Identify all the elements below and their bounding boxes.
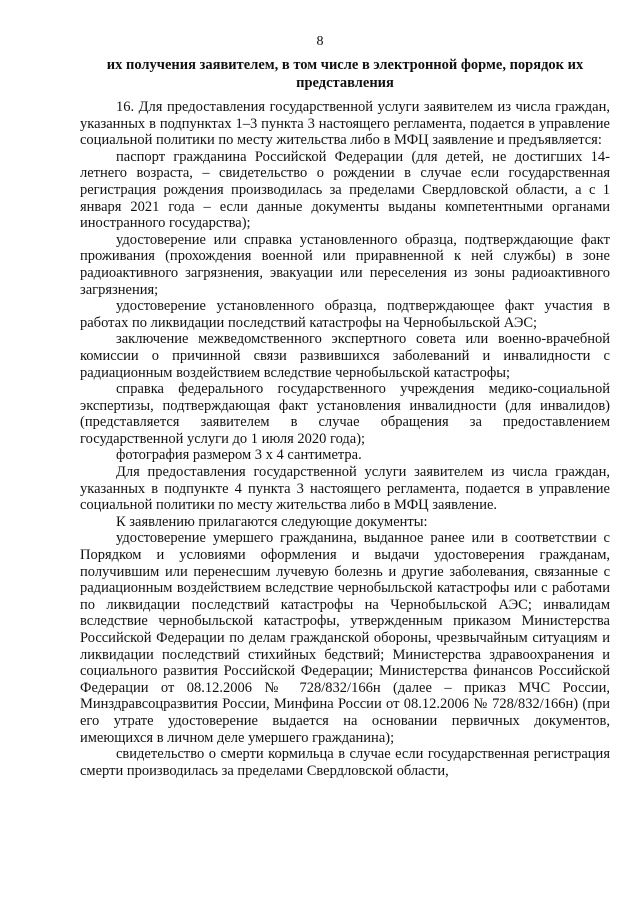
paragraph-subpoint-4: Для предоставления государственной услуги заявителем из числа граждан, указанных в подпункте 4 пункта 3 настоящего регламента, подается в управление социальной политики по месту жительства либо в МФЦ заявление.: [80, 464, 610, 514]
paragraph-death-certificate: свидетельство о смерти кормильца в случае если государственная регистрация смерти производилась за пределами Свердловской области,: [80, 746, 610, 779]
paragraph-disability-certificate: справка федерального государственного учреждения медико-социальной экспертизы, подтверждающая факт установления инвалидности (для инвалидов) (представляется заявителем в случае обращения за предоставлением государственной услуги до 1 июля 2020 года);: [80, 381, 610, 447]
paragraph-residence-certificate: удостоверение или справка установленного образца, подтверждающие факт проживания (прохождения военной или приравненной к ней службы) в зоне радиоактивного загрязнения, эвакуации или переселения из зоны радиоактивного загрязнения;: [80, 231, 610, 298]
paragraph-passport: паспорт гражданина Российской Федерации (для детей, не достигших 14-летнего возраста, – свидетельство о рождении в случае если государственная регистрация рождения производилась за пределами Свердловской области, а с 1 января 2021 года – если данные документы выданы компетентными органами иностранного государства);: [80, 148, 610, 232]
page-number: 8: [316, 34, 324, 49]
paragraph-expert-conclusion: заключение межведомственного экспертного совета или военно-врачебной комиссии о причинной связи развившихся заболеваний и инвалидности с радиационным воздействием вследствие чернобыльской катастрофы;: [80, 331, 610, 381]
document-body: [80, 99, 610, 779]
paragraph-liquidation-certificate: удостоверение установленного образца, подтверждающее факт участия в работах по ликвидации последствий катастрофы на Чернобыльской АЭС;: [80, 298, 610, 331]
paragraph-photo: фотография размером 3 х 4 сантиметра.: [116, 447, 362, 464]
paragraph-16-intro: 16. Для предоставления государственной услуги заявителем из числа граждан, указанных в подпунктах 1–3 пункта 3 настоящего регламента, подается в управление социальной политики по месту жительства либо в МФЦ заявление и предъявляется:: [80, 99, 610, 149]
section-heading: их получения заявителем, в том числе в электронной форме, порядок их представления: [106, 57, 584, 91]
paragraph-attachments-intro: К заявлению прилагаются следующие документы:: [116, 513, 428, 530]
paragraph-deceased-certificate: удостоверение умершего гражданина, выданное ранее или в соответствии с Порядком и условиями оформления и выдачи удостоверения гражданам, получившим или перенесшим лучевую болезнь и другие заболевания, связанные с радиационным воздействием вследствие чернобыльской катастрофы или с работами по ликвидации последствий катастрофы на Чернобыльской АЭС; инвалидам вследствие чернобыльской катастрофы, утвержденным приказом Министерства Российской Федерации по делам гражданской обороны, чрезвычайным ситуациям и ликвидации последствий стихийных бедствий; Министерства здравоохранения и социального развития Российской Федерации; Министерства финансов Российской Федерации от 08.12.2006 № 728/832/166н (далее – приказ МЧС России, Минздравсоцразвития России, Минфина России от 08.12.2006 № 728/832/166н) (при его утрате удостоверение выдается на основании первичных документов, имеющихся в личном деле умершего гражданина);: [80, 530, 610, 746]
